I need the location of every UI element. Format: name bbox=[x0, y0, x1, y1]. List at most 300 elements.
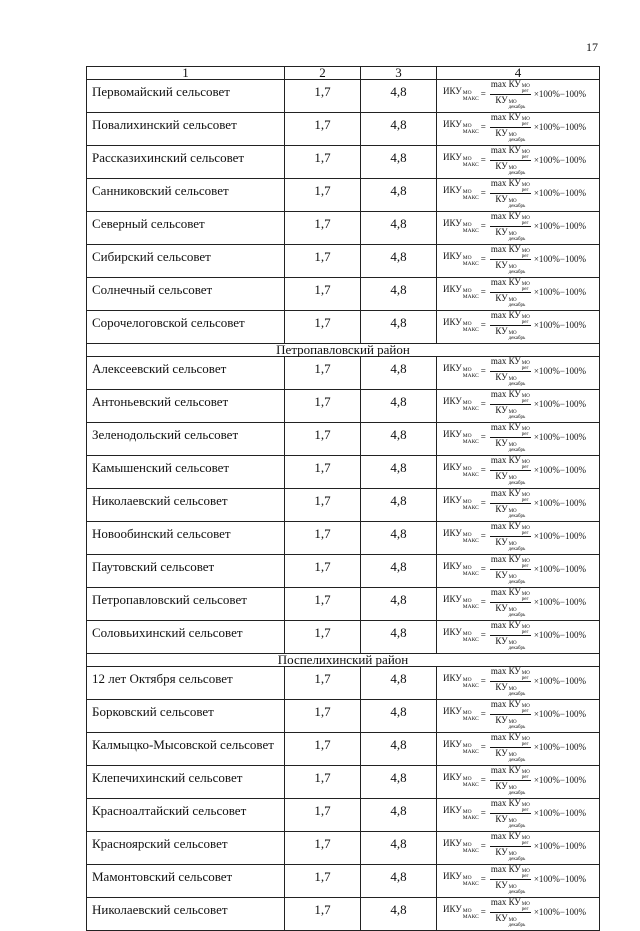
formula-lhs-sub: МАКС bbox=[462, 716, 479, 722]
formula-lhs-sup: МО bbox=[462, 255, 472, 261]
value-col-2: 1,7 bbox=[285, 766, 361, 799]
formula-lhs-indices bbox=[463, 222, 479, 234]
formula-num-indices bbox=[522, 869, 530, 879]
formula-lhs-sup: МО bbox=[462, 875, 472, 881]
formula-numerator bbox=[490, 455, 531, 471]
formula-fraction bbox=[490, 521, 531, 552]
formula-num-text: max КУ bbox=[490, 210, 521, 221]
formula-den-text: КУ bbox=[495, 226, 508, 237]
formula-numerator bbox=[490, 864, 531, 880]
formula-numerator bbox=[490, 765, 531, 781]
formula-equals: = bbox=[480, 775, 486, 785]
formula-lhs-sup: МО bbox=[462, 677, 472, 683]
formula-equals: = bbox=[480, 320, 486, 330]
header-col-3: 3 bbox=[361, 67, 437, 80]
formula-den-sup: МО bbox=[508, 132, 517, 138]
formula-equals: = bbox=[480, 907, 486, 917]
value-col-2: 1,7 bbox=[285, 667, 361, 700]
formula-numerator bbox=[490, 831, 531, 847]
formula-lhs-sub: МАКС bbox=[462, 228, 479, 234]
formula-den-sup: МО bbox=[508, 607, 517, 613]
formula-numerator bbox=[490, 178, 531, 194]
formula-fraction bbox=[490, 422, 531, 453]
formula-den-sup: МО bbox=[508, 818, 517, 824]
formula-equals: = bbox=[480, 188, 486, 198]
formula-lhs-sub: МАКС bbox=[462, 782, 479, 788]
formula-den-sub: декабрь bbox=[508, 170, 526, 176]
formula-den-text: КУ bbox=[495, 193, 508, 204]
formula-num-sub: рег bbox=[521, 121, 529, 127]
formula-num-sup: МО bbox=[521, 459, 530, 465]
council-name: Алексеевский сельсовет bbox=[87, 357, 285, 390]
formula-den-text: КУ bbox=[495, 259, 508, 270]
formula-equals: = bbox=[480, 676, 486, 686]
formula-lhs-indices bbox=[463, 677, 479, 689]
formula-num-indices bbox=[522, 526, 530, 536]
formula-lhs-indices bbox=[463, 743, 479, 755]
value-col-2: 1,7 bbox=[285, 245, 361, 278]
formula-num-text: max КУ bbox=[490, 731, 521, 742]
formula-num-sup: МО bbox=[521, 215, 530, 221]
value-col-3: 4,8 bbox=[361, 667, 437, 700]
formula-den-sub: декабрь bbox=[508, 414, 526, 420]
table-row bbox=[87, 489, 600, 522]
formula-tail: ×100%−100% bbox=[533, 366, 587, 376]
formula-den-text: КУ bbox=[495, 912, 508, 923]
formula-num-indices bbox=[522, 493, 530, 503]
formula-lhs-text: ИКУ bbox=[443, 561, 462, 571]
formula-lhs bbox=[443, 429, 479, 445]
formula bbox=[437, 588, 599, 616]
formula-lhs bbox=[443, 805, 479, 821]
formula-den-sup: МО bbox=[508, 297, 517, 303]
formula bbox=[437, 522, 599, 550]
formula-lhs-sub: МАКС bbox=[462, 294, 479, 300]
formula-equals: = bbox=[480, 742, 486, 752]
formula-den-text: КУ bbox=[495, 160, 508, 171]
formula-den-sub: декабрь bbox=[508, 757, 526, 763]
formula-lhs bbox=[443, 528, 479, 544]
formula-fraction bbox=[490, 699, 531, 730]
formula-lhs bbox=[443, 838, 479, 854]
formula-num-sub: рег bbox=[521, 253, 529, 259]
formula-num-sup: МО bbox=[521, 802, 530, 808]
formula-equals: = bbox=[480, 630, 486, 640]
formula-fraction bbox=[490, 356, 531, 387]
formula-den-sup: МО bbox=[508, 99, 517, 105]
formula-num-sup: МО bbox=[521, 314, 530, 320]
formula-lhs-sub: МАКС bbox=[462, 571, 479, 577]
formula bbox=[437, 766, 599, 794]
formula-tail: ×100%−100% bbox=[533, 742, 587, 752]
formula-lhs-text: ИКУ bbox=[443, 904, 462, 914]
formula-lhs-indices bbox=[463, 123, 479, 135]
formula-den-sup: МО bbox=[508, 686, 517, 692]
value-col-2: 1,7 bbox=[285, 179, 361, 212]
formula-num-text: max КУ bbox=[490, 487, 521, 498]
formula-num-sup: МО bbox=[521, 525, 530, 531]
formula-numerator bbox=[490, 145, 531, 161]
value-col-2: 1,7 bbox=[285, 311, 361, 344]
formula-equals: = bbox=[480, 221, 486, 231]
formula-num-text: max КУ bbox=[490, 797, 521, 808]
formula-lhs-sub: МАКС bbox=[462, 848, 479, 854]
formula bbox=[437, 179, 599, 207]
formula-den-text: КУ bbox=[495, 503, 508, 514]
formula-den-sup: МО bbox=[508, 409, 517, 415]
formula-cell bbox=[437, 832, 600, 865]
formula-lhs-text: ИКУ bbox=[443, 495, 462, 505]
formula-num-sub: рег bbox=[521, 675, 529, 681]
formula-lhs-text: ИКУ bbox=[443, 317, 462, 327]
formula-num-indices bbox=[522, 460, 530, 470]
formula-lhs-sup: МО bbox=[462, 321, 472, 327]
formula-equals: = bbox=[480, 155, 486, 165]
formula-num-sub: рег bbox=[521, 563, 529, 569]
formula-cell bbox=[437, 146, 600, 179]
value-col-3: 4,8 bbox=[361, 733, 437, 766]
formula-equals: = bbox=[480, 841, 486, 851]
formula-tail: ×100%−100% bbox=[533, 676, 587, 686]
value-col-3: 4,8 bbox=[361, 799, 437, 832]
formula-denominator bbox=[495, 161, 525, 176]
council-name: Мамонтовский сельсовет bbox=[87, 865, 285, 898]
formula-num-indices bbox=[522, 559, 530, 569]
formula-fraction bbox=[490, 620, 531, 651]
formula-tail: ×100%−100% bbox=[533, 188, 587, 198]
formula-den-indices bbox=[509, 265, 526, 275]
formula-equals: = bbox=[480, 89, 486, 99]
formula-equals: = bbox=[480, 531, 486, 541]
formula-den-text: КУ bbox=[495, 813, 508, 824]
formula-lhs-sub: МАКС bbox=[462, 373, 479, 379]
formula-lhs bbox=[443, 706, 479, 722]
formula-num-sub: рег bbox=[521, 708, 529, 714]
formula-den-sup: МО bbox=[508, 752, 517, 758]
formula-fraction bbox=[490, 389, 531, 420]
formula-lhs-sup: МО bbox=[462, 710, 472, 716]
formula-numerator bbox=[490, 666, 531, 682]
formula-equals: = bbox=[480, 432, 486, 442]
formula-lhs-sup: МО bbox=[462, 466, 472, 472]
formula-equals: = bbox=[480, 808, 486, 818]
formula-den-indices bbox=[509, 687, 526, 697]
formula-lhs bbox=[443, 561, 479, 577]
formula-tail: ×100%−100% bbox=[533, 775, 587, 785]
formula-den-sup: МО bbox=[508, 851, 517, 857]
formula-num-text: max КУ bbox=[490, 421, 521, 432]
formula-num-text: max КУ bbox=[490, 698, 521, 709]
formula-lhs-sub: МАКС bbox=[462, 162, 479, 168]
formula-den-sub: декабрь bbox=[508, 823, 526, 829]
formula-den-indices bbox=[509, 298, 526, 308]
formula-cell bbox=[437, 667, 600, 700]
formula-num-sub: рег bbox=[521, 873, 529, 879]
value-col-2: 1,7 bbox=[285, 898, 361, 931]
formula-lhs bbox=[443, 152, 479, 168]
formula-num-indices bbox=[522, 249, 530, 259]
formula-num-sup: МО bbox=[521, 426, 530, 432]
formula-denominator bbox=[495, 95, 525, 110]
formula-den-text: КУ bbox=[495, 569, 508, 580]
formula-lhs-sub: МАКС bbox=[462, 472, 479, 478]
formula-lhs-text: ИКУ bbox=[443, 594, 462, 604]
formula-tail: ×100%−100% bbox=[533, 808, 587, 818]
value-col-2: 1,7 bbox=[285, 621, 361, 654]
formula-equals: = bbox=[480, 498, 486, 508]
formula-den-indices bbox=[509, 918, 526, 928]
formula bbox=[437, 555, 599, 583]
formula-num-text: max КУ bbox=[490, 276, 521, 287]
formula-tail: ×100%−100% bbox=[533, 709, 587, 719]
formula-den-sub: декабрь bbox=[508, 513, 526, 519]
formula-lhs-indices bbox=[463, 565, 479, 577]
formula-den-text: КУ bbox=[495, 292, 508, 303]
formula-den-sup: МО bbox=[508, 917, 517, 923]
formula-fraction bbox=[490, 554, 531, 585]
formula-lhs-sub: МАКС bbox=[462, 881, 479, 887]
value-col-2: 1,7 bbox=[285, 423, 361, 456]
header-col-4: 4 bbox=[437, 67, 600, 80]
formula-den-indices bbox=[509, 720, 526, 730]
formula-den-indices bbox=[509, 819, 526, 829]
formula-tail: ×100%−100% bbox=[533, 630, 587, 640]
formula-fraction bbox=[490, 277, 531, 308]
formula-lhs-indices bbox=[463, 631, 479, 643]
formula-lhs-text: ИКУ bbox=[443, 805, 462, 815]
formula bbox=[437, 667, 599, 695]
value-col-2: 1,7 bbox=[285, 799, 361, 832]
formula-cell bbox=[437, 311, 600, 344]
formula-num-sup: МО bbox=[521, 901, 530, 907]
formula-lhs-indices bbox=[463, 400, 479, 412]
formula-den-indices bbox=[509, 232, 526, 242]
formula-cell bbox=[437, 390, 600, 423]
formula-lhs-indices bbox=[463, 321, 479, 333]
formula-den-text: КУ bbox=[495, 846, 508, 857]
formula-lhs-sup: МО bbox=[462, 123, 472, 129]
formula-den-indices bbox=[509, 641, 526, 651]
formula-denominator bbox=[495, 504, 525, 519]
formula-num-sub: рег bbox=[521, 629, 529, 635]
value-col-3: 4,8 bbox=[361, 832, 437, 865]
formula-lhs-sup: МО bbox=[462, 90, 472, 96]
formula-lhs-sub: МАКС bbox=[462, 96, 479, 102]
formula-denominator bbox=[495, 913, 525, 928]
formula-numerator bbox=[490, 277, 531, 293]
formula-denominator bbox=[495, 260, 525, 275]
formula-lhs-sup: МО bbox=[462, 842, 472, 848]
formula-denominator bbox=[495, 880, 525, 895]
value-col-2: 1,7 bbox=[285, 588, 361, 621]
formula-denominator bbox=[495, 194, 525, 209]
formula-num-indices bbox=[522, 216, 530, 226]
formula-lhs-indices bbox=[463, 598, 479, 610]
formula-num-text: max КУ bbox=[490, 111, 521, 122]
formula-den-text: КУ bbox=[495, 714, 508, 725]
formula-lhs bbox=[443, 673, 479, 689]
formula-den-sup: МО bbox=[508, 785, 517, 791]
formula-den-sup: МО bbox=[508, 508, 517, 514]
formula-numerator bbox=[490, 699, 531, 715]
council-name: Рассказихинский сельсовет bbox=[87, 146, 285, 179]
table-row bbox=[87, 733, 600, 766]
formula-num-indices bbox=[522, 84, 530, 94]
formula-cell bbox=[437, 700, 600, 733]
formula-fraction bbox=[490, 831, 531, 862]
formula-num-text: max КУ bbox=[490, 553, 521, 564]
formula-equals: = bbox=[480, 122, 486, 132]
formula-lhs-text: ИКУ bbox=[443, 429, 462, 439]
formula-denominator bbox=[495, 293, 525, 308]
formula-numerator bbox=[490, 488, 531, 504]
formula-den-indices bbox=[509, 331, 526, 341]
formula-fraction bbox=[490, 864, 531, 895]
formula-equals: = bbox=[480, 254, 486, 264]
formula bbox=[437, 113, 599, 141]
region-name: Петропавловский район bbox=[87, 344, 600, 357]
formula-den-text: КУ bbox=[495, 437, 508, 448]
formula-cell bbox=[437, 179, 600, 212]
formula-numerator bbox=[490, 587, 531, 603]
formula-lhs-indices bbox=[463, 908, 479, 920]
formula-num-sub: рег bbox=[521, 154, 529, 160]
formula-num-sub: рег bbox=[521, 774, 529, 780]
formula-num-text: max КУ bbox=[490, 863, 521, 874]
formula-denominator bbox=[495, 405, 525, 420]
value-col-2: 1,7 bbox=[285, 212, 361, 245]
formula-equals: = bbox=[480, 709, 486, 719]
formula-num-indices bbox=[522, 671, 530, 681]
formula-lhs-indices bbox=[463, 842, 479, 854]
formula-fraction bbox=[490, 765, 531, 796]
formula bbox=[437, 898, 599, 926]
formula-cell bbox=[437, 799, 600, 832]
header-col-2: 2 bbox=[285, 67, 361, 80]
formula-num-sub: рег bbox=[521, 88, 529, 94]
formula-num-sub: рег bbox=[521, 319, 529, 325]
formula-den-sup: МО bbox=[508, 640, 517, 646]
formula bbox=[437, 278, 599, 306]
formula-tail: ×100%−100% bbox=[533, 399, 587, 409]
value-col-2: 1,7 bbox=[285, 555, 361, 588]
formula-lhs bbox=[443, 904, 479, 920]
formula-den-sup: МО bbox=[508, 574, 517, 580]
value-col-3: 4,8 bbox=[361, 357, 437, 390]
formula-den-text: КУ bbox=[495, 681, 508, 692]
council-name: Зеленодольский сельсовет bbox=[87, 423, 285, 456]
council-name: Калмыцко-Мысовской сельсовет bbox=[87, 733, 285, 766]
formula-lhs-sup: МО bbox=[462, 189, 472, 195]
table-row bbox=[87, 311, 600, 344]
formula-equals: = bbox=[480, 597, 486, 607]
formula-den-sup: МО bbox=[508, 719, 517, 725]
formula-den-indices bbox=[509, 199, 526, 209]
formula-cell bbox=[437, 865, 600, 898]
formula-num-text: max КУ bbox=[490, 78, 521, 89]
formula-num-indices bbox=[522, 803, 530, 813]
formula-lhs-sup: МО bbox=[462, 288, 472, 294]
formula-num-text: max КУ bbox=[490, 896, 521, 907]
formula-lhs-sub: МАКС bbox=[462, 538, 479, 544]
formula-fraction bbox=[490, 897, 531, 928]
table-row bbox=[87, 113, 600, 146]
formula-num-text: max КУ bbox=[490, 520, 521, 531]
formula-lhs-indices bbox=[463, 809, 479, 821]
formula-den-sub: декабрь bbox=[508, 335, 526, 341]
table-row bbox=[87, 555, 600, 588]
value-col-3: 4,8 bbox=[361, 80, 437, 113]
council-name: Сорочелоговской сельсовет bbox=[87, 311, 285, 344]
formula-lhs-indices bbox=[463, 367, 479, 379]
value-col-3: 4,8 bbox=[361, 898, 437, 931]
formula-lhs-sub: МАКС bbox=[462, 604, 479, 610]
value-col-2: 1,7 bbox=[285, 146, 361, 179]
formula-num-text: max КУ bbox=[490, 454, 521, 465]
formula-cell bbox=[437, 456, 600, 489]
formula bbox=[437, 80, 599, 108]
value-col-3: 4,8 bbox=[361, 245, 437, 278]
council-name: Повалихинский сельсовет bbox=[87, 113, 285, 146]
value-col-3: 4,8 bbox=[361, 700, 437, 733]
formula-fraction bbox=[490, 666, 531, 697]
formula-lhs-sup: МО bbox=[462, 367, 472, 373]
formula-num-sup: МО bbox=[521, 835, 530, 841]
formula-denominator bbox=[495, 326, 525, 341]
formula-num-sub: рег bbox=[521, 187, 529, 193]
formula-tail: ×100%−100% bbox=[533, 465, 587, 475]
council-name: Соловьихинский сельсовет bbox=[87, 621, 285, 654]
formula-numerator bbox=[490, 79, 531, 95]
formula-den-text: КУ bbox=[495, 371, 508, 382]
formula-lhs bbox=[443, 363, 479, 379]
formula-lhs bbox=[443, 396, 479, 412]
formula-den-sub: декабрь bbox=[508, 447, 526, 453]
formula-numerator bbox=[490, 620, 531, 636]
formula-cell bbox=[437, 80, 600, 113]
formula-num-sub: рег bbox=[521, 596, 529, 602]
council-name: Антоньевский сельсовет bbox=[87, 390, 285, 423]
formula bbox=[437, 621, 599, 649]
formula-den-sub: декабрь bbox=[508, 579, 526, 585]
formula-lhs bbox=[443, 119, 479, 135]
formula-num-indices bbox=[522, 836, 530, 846]
formula-den-sub: декабрь bbox=[508, 236, 526, 242]
formula-num-sub: рег bbox=[521, 530, 529, 536]
formula-lhs-text: ИКУ bbox=[443, 739, 462, 749]
formula-denominator bbox=[495, 682, 525, 697]
formula bbox=[437, 311, 599, 339]
formula-numerator bbox=[490, 389, 531, 405]
formula-denominator bbox=[495, 372, 525, 387]
formula-den-sup: МО bbox=[508, 884, 517, 890]
formula-den-sup: МО bbox=[508, 231, 517, 237]
table-body bbox=[87, 80, 600, 931]
formula-num-sup: МО bbox=[521, 116, 530, 122]
formula-tail: ×100%−100% bbox=[533, 287, 587, 297]
formula-num-sup: МО bbox=[521, 360, 530, 366]
formula-den-indices bbox=[509, 753, 526, 763]
formula-cell bbox=[437, 212, 600, 245]
formula-numerator bbox=[490, 554, 531, 570]
formula-den-sup: МО bbox=[508, 376, 517, 382]
value-col-2: 1,7 bbox=[285, 522, 361, 555]
value-col-2: 1,7 bbox=[285, 832, 361, 865]
table-row bbox=[87, 832, 600, 865]
formula-lhs-text: ИКУ bbox=[443, 772, 462, 782]
formula-num-indices bbox=[522, 427, 530, 437]
formula-den-text: КУ bbox=[495, 404, 508, 415]
